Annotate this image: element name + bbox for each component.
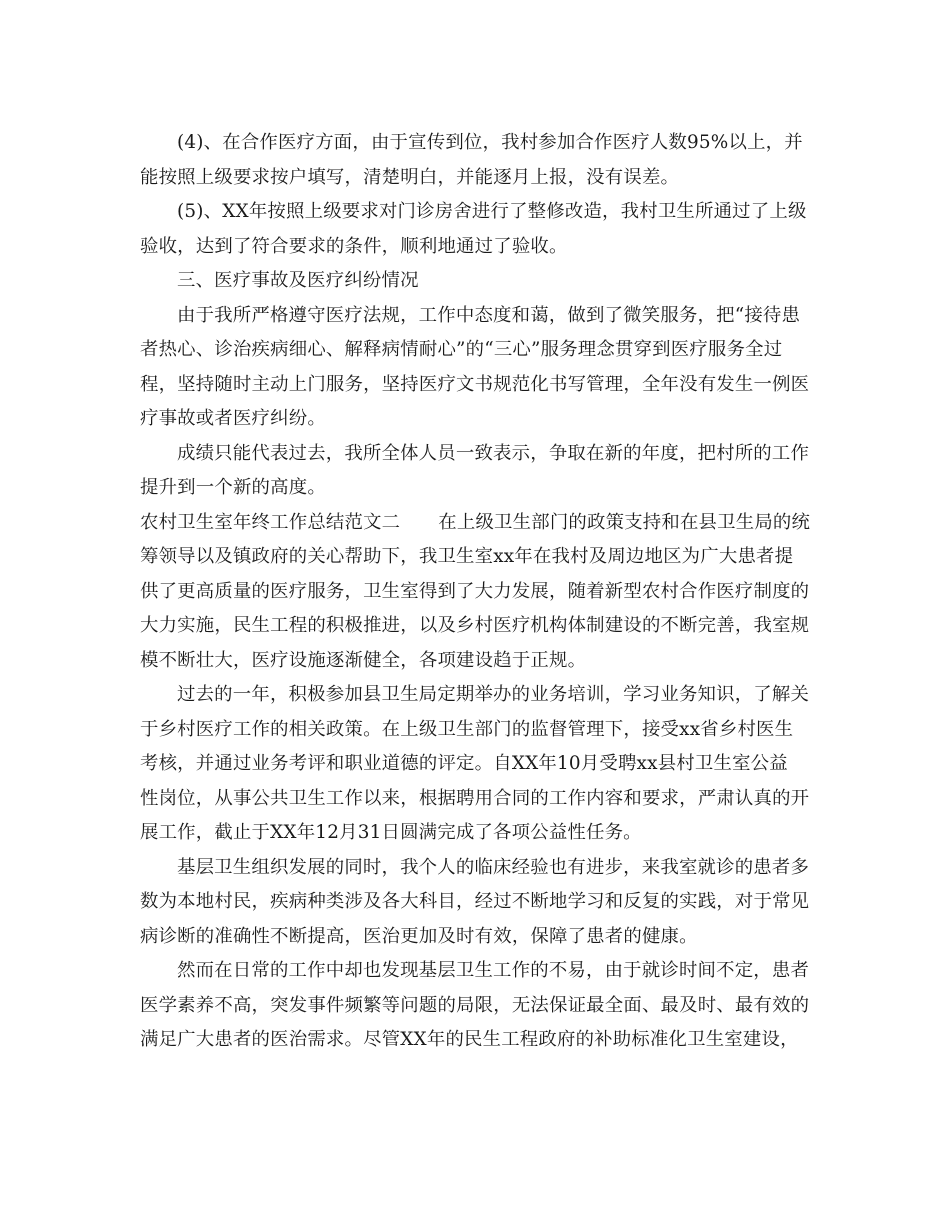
paragraph-line: 成绩只能代表过去，我所全体人员一致表示，争取在新的年度，把村所的工作 (177, 442, 810, 464)
section-title: 农村卫生室年终工作总结范文二 (140, 511, 401, 533)
paragraph-line: 过去的一年，积极参加县卫生局定期举办的业务培训，学习业务知识，了解关 (177, 684, 810, 705)
paragraph-line: 者热心、诊治疾病细心、解释病情耐心”的“三心”服务理念贯穿到医疗服务全过 (140, 339, 783, 360)
section-title-continuation: 在上级卫生部门的政策支持和在县卫生局的统 (438, 511, 811, 533)
paragraph-line: 模不断壮大，医疗设施逐渐健全，各项建设趋于正规。 (140, 649, 587, 671)
paragraph-line: 于乡村医疗工作的相关政策。在上级卫生部门的监督管理下，接受xx省乡村医生 (140, 718, 794, 740)
paragraph-line: 能按照上级要求按户填写，清楚明白，并能逐月上报，没有误差。 (140, 166, 680, 188)
paragraph-line: 满足广大患者的医治需求。尽管XX年的民生工程政府的补助标准化卫生室建设， (140, 1029, 799, 1050)
section-title-line (140, 506, 812, 541)
paragraph-line: 验收，达到了符合要求的条件，顺利地通过了验收。 (140, 235, 568, 257)
paragraph-line: (4)、在合作医疗方面，由于宣传到位，我村参加合作医疗人数95%以上，并 (177, 132, 803, 153)
paragraph-line: 展工作，截止于XX年12月31日圆满完成了各项公益性任务。 (140, 822, 642, 843)
paragraph-line: (5)、XX年按照上级要求对门诊房舍进行了整修改造，我村卫生所通过了上级 (177, 201, 807, 222)
paragraph-line: 疗事故或者医疗纠纷。 (140, 408, 326, 429)
paragraph-line: 由于我所严格遵守医疗法规，工作中态度和蔼，做到了微笑服务，把“接待患 (177, 304, 801, 326)
paragraph-line: 程，坚持随时主动上门服务，坚持医疗文书规范化书写管理，全年没有发生一例医 (140, 373, 810, 395)
paragraph-line: 病诊断的准确性不断提高，医治更加及时有效，保障了患者的健康。 (140, 925, 698, 947)
paragraph-line: 考核，并通过业务考评和职业道德的评定。自XX年10月受聘xx县村卫生室公益 (140, 753, 788, 774)
paragraph-line: 基层卫生组织发展的同时，我个人的临床经验也有进步，来我室就诊的患者多 (177, 856, 810, 878)
paragraph-line: 医学素养不高，突发事件频繁等问题的局限，无法保证最全面、最及时、最有效的 (140, 994, 810, 1016)
section-heading: 三、医疗事故及医疗纠纷情况 (177, 270, 419, 291)
paragraph-line: 供了更高质量的医疗服务，卫生室得到了大力发展，随着新型农村合作医疗制度的 (140, 580, 810, 602)
paragraph-line: 性岗位，从事公共卫生工作以来，根据聘用合同的工作内容和要求，严肃认真的开 (140, 787, 810, 809)
document-page (140, 126, 812, 1058)
paragraph-line: 筹领导以及镇政府的关心帮助下，我卫生室xx年在我村及周边地区为广大患者提 (140, 546, 794, 567)
paragraph-line: 数为本地村民，疾病种类涉及各大科目，经过不断地学习和反复的实践，对于常见 (140, 891, 810, 912)
paragraph-line: 然而在日常的工作中却也发现基层卫生工作的不易，由于就诊时间不定，患者 (177, 960, 810, 981)
paragraph-line: 提升到一个新的高度。 (140, 477, 326, 498)
paragraph-line: 大力实施，民生工程的积极推进，以及乡村医疗机构体制建设的不断完善，我室规 (140, 615, 810, 636)
